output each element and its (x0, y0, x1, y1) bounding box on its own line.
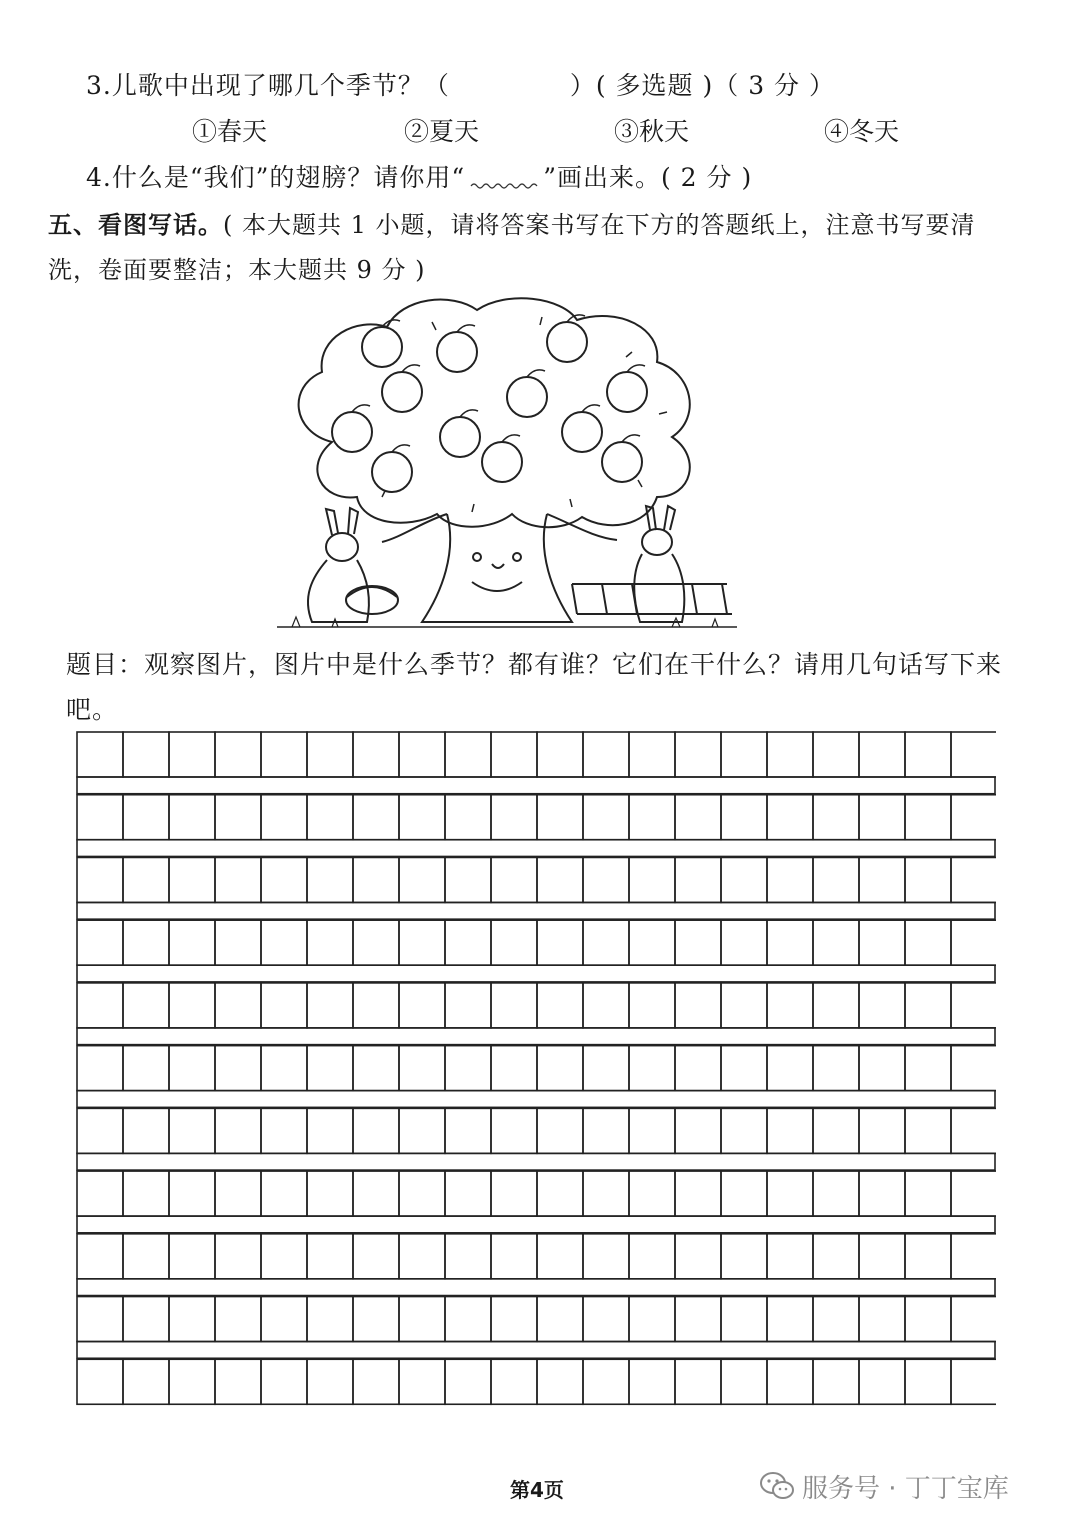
grid-cell[interactable] (583, 795, 629, 840)
grid-cell[interactable] (537, 1108, 583, 1153)
grid-cell[interactable] (583, 983, 629, 1028)
grid-row-separator (77, 965, 995, 982)
grid-cell[interactable] (675, 1108, 721, 1153)
grid-cell[interactable] (537, 732, 583, 777)
grid-cell[interactable] (261, 732, 307, 777)
grid-cell[interactable] (445, 1234, 491, 1279)
grid-cell[interactable] (307, 1359, 353, 1404)
grid-cell[interactable] (77, 857, 123, 902)
option-2[interactable]: ②夏天 (404, 117, 480, 146)
grid-cell[interactable] (675, 1297, 721, 1342)
grid-cell[interactable] (353, 1171, 399, 1216)
grid-cell[interactable] (169, 983, 215, 1028)
grid-cell[interactable] (583, 1297, 629, 1342)
grid-cell[interactable] (169, 1171, 215, 1216)
grid-cell[interactable] (169, 1359, 215, 1404)
grid-cell[interactable] (261, 1171, 307, 1216)
grid-cell[interactable] (951, 920, 996, 965)
grid-row-separator (77, 1342, 995, 1359)
grid-cell[interactable] (583, 857, 629, 902)
grid-cell[interactable] (813, 1108, 859, 1153)
grid-cell[interactable] (629, 1359, 675, 1404)
grid-cell[interactable] (905, 1046, 951, 1091)
grid-cell[interactable] (307, 857, 353, 902)
grid-cell[interactable] (77, 1359, 123, 1404)
grid-cell[interactable] (307, 1171, 353, 1216)
grid-cell[interactable] (307, 795, 353, 840)
grid-cell[interactable] (77, 732, 123, 777)
grid-cell[interactable] (491, 857, 537, 902)
grid-cell[interactable] (629, 983, 675, 1028)
writing-prompt-continued: 吧。 (66, 695, 119, 724)
grid-cell[interactable] (123, 1234, 169, 1279)
grid-cell[interactable] (629, 920, 675, 965)
question-3-suffix: ）( 多选题 )（ 3 分 ） (569, 71, 836, 100)
page-number: 第4页 (510, 1478, 564, 1502)
grid-cell[interactable] (583, 1108, 629, 1153)
grid-cell[interactable] (813, 732, 859, 777)
grid-cell[interactable] (813, 1359, 859, 1404)
section-5-heading: 五、看图写话。 (48, 211, 223, 239)
grid-cell[interactable] (445, 732, 491, 777)
grid-cell[interactable] (261, 795, 307, 840)
grid-cell[interactable] (445, 1046, 491, 1091)
grid-cell[interactable] (399, 732, 445, 777)
grid-cell[interactable] (905, 1359, 951, 1404)
grid-cell[interactable] (537, 1359, 583, 1404)
grid-cell[interactable] (399, 1234, 445, 1279)
writing-grid[interactable] (76, 731, 996, 1421)
grid-row-separator (77, 1216, 995, 1233)
grid-cell[interactable] (215, 795, 261, 840)
grid-cell[interactable] (123, 1108, 169, 1153)
grid-cell[interactable] (353, 983, 399, 1028)
grid-cell[interactable] (859, 857, 905, 902)
wavy-underline-icon (469, 172, 539, 192)
grid-row-separator (77, 1028, 995, 1045)
grid-cell[interactable] (629, 795, 675, 840)
watermark (760, 1466, 1009, 1506)
grid-cell[interactable] (77, 1234, 123, 1279)
wechat-icon (760, 1471, 794, 1501)
grid-cell[interactable] (491, 1297, 537, 1342)
grid-cell[interactable] (399, 920, 445, 965)
grid-cell[interactable] (399, 1046, 445, 1091)
grid-cell[interactable] (767, 732, 813, 777)
grid-cell[interactable] (445, 1359, 491, 1404)
grid-cell[interactable] (169, 1234, 215, 1279)
grid-cell[interactable] (169, 1297, 215, 1342)
grid-cell[interactable] (721, 732, 767, 777)
grid-cell[interactable] (445, 920, 491, 965)
grid-cell[interactable] (951, 857, 996, 902)
grid-cell[interactable] (215, 983, 261, 1028)
grid-cell[interactable] (583, 1234, 629, 1279)
grid-cell[interactable] (491, 983, 537, 1028)
grid-cell[interactable] (859, 1234, 905, 1279)
grid-cell[interactable] (353, 857, 399, 902)
grid-cell[interactable] (721, 1108, 767, 1153)
grid-cell[interactable] (905, 983, 951, 1028)
grid-cell[interactable] (491, 1108, 537, 1153)
grid-cell[interactable] (905, 1171, 951, 1216)
grid-cell[interactable] (491, 795, 537, 840)
grid-cell[interactable] (215, 1046, 261, 1091)
question-3-options (0, 112, 1080, 148)
grid-cell[interactable] (905, 732, 951, 777)
grid-cell[interactable] (353, 1108, 399, 1153)
grid-cell[interactable] (537, 983, 583, 1028)
option-3[interactable]: ③秋天 (614, 117, 690, 146)
grid-cell[interactable] (859, 1297, 905, 1342)
grid-cell[interactable] (123, 1297, 169, 1342)
grid-cell[interactable] (583, 732, 629, 777)
grid-cell[interactable] (675, 920, 721, 965)
section-5-header (48, 205, 976, 240)
grid-cell[interactable] (123, 795, 169, 840)
grid-cell[interactable] (859, 795, 905, 840)
grid-cell[interactable] (721, 1046, 767, 1091)
grid-cell[interactable] (859, 1359, 905, 1404)
grid-cell[interactable] (905, 1234, 951, 1279)
grid-cell[interactable] (675, 857, 721, 902)
grid-cell[interactable] (261, 983, 307, 1028)
grid-row[interactable] (77, 1297, 996, 1359)
grid-row-separator (77, 1279, 995, 1296)
apple-tree-illustration (272, 292, 742, 640)
grid-cell[interactable] (353, 1234, 399, 1279)
grid-cell[interactable] (537, 920, 583, 965)
grid-cell[interactable] (491, 1171, 537, 1216)
grid-cell[interactable] (813, 983, 859, 1028)
grid-row[interactable] (77, 1171, 996, 1233)
grid-cell[interactable] (261, 1359, 307, 1404)
grid-cell[interactable] (261, 1297, 307, 1342)
grid-cell[interactable] (859, 983, 905, 1028)
grid-cell[interactable] (77, 920, 123, 965)
grid-cell[interactable] (445, 795, 491, 840)
grid-cell[interactable] (629, 1171, 675, 1216)
grid-cell[interactable] (399, 1297, 445, 1342)
grid-cell[interactable] (767, 1297, 813, 1342)
grid-cell[interactable] (123, 983, 169, 1028)
grid-cell[interactable] (675, 795, 721, 840)
grid-cell[interactable] (215, 920, 261, 965)
grid-cell[interactable] (215, 1171, 261, 1216)
grid-cell[interactable] (675, 1171, 721, 1216)
grid-cell[interactable] (215, 1359, 261, 1404)
grid-cell[interactable] (77, 983, 123, 1028)
grid-cell[interactable] (261, 1108, 307, 1153)
grid-cell[interactable] (537, 1046, 583, 1091)
grid-cell[interactable] (767, 920, 813, 965)
grid-cell[interactable] (767, 983, 813, 1028)
grid-cell[interactable] (629, 732, 675, 777)
grid-cell[interactable] (583, 1046, 629, 1091)
grid-cell[interactable] (77, 1297, 123, 1342)
grid-cell[interactable] (123, 920, 169, 965)
grid-cell[interactable] (951, 732, 996, 777)
grid-cell[interactable] (123, 1359, 169, 1404)
grid-cell[interactable] (169, 857, 215, 902)
grid-cell[interactable] (353, 1046, 399, 1091)
grid-row-separator (77, 1153, 995, 1170)
grid-cell[interactable] (905, 1297, 951, 1342)
grid-cell[interactable] (123, 1046, 169, 1091)
grid-cell[interactable] (951, 1234, 996, 1279)
grid-cell[interactable] (353, 732, 399, 777)
grid-cell[interactable] (813, 1171, 859, 1216)
grid-cell[interactable] (215, 1108, 261, 1153)
grid-cell[interactable] (399, 857, 445, 902)
grid-cell[interactable] (77, 1171, 123, 1216)
grid-row[interactable] (77, 1234, 996, 1296)
grid-cell[interactable] (307, 983, 353, 1028)
grid-row[interactable] (77, 1108, 996, 1170)
grid-cell[interactable] (675, 1359, 721, 1404)
grid-cell[interactable] (859, 732, 905, 777)
grid-cell[interactable] (169, 795, 215, 840)
grid-cell[interactable] (583, 920, 629, 965)
grid-cell[interactable] (813, 1046, 859, 1091)
grid-cell[interactable] (951, 983, 996, 1028)
grid-cell[interactable] (905, 795, 951, 840)
grid-cell[interactable] (583, 1171, 629, 1216)
question-3-text: 3.儿歌中出现了哪几个季节？（ (86, 71, 450, 100)
grid-cell[interactable] (859, 1108, 905, 1153)
writing-prompt: 题目：观察图片，图片中是什么季节？都有谁？它们在干什么？请用几句话写下来 (66, 650, 1003, 679)
grid-cell[interactable] (353, 795, 399, 840)
grid-cell[interactable] (215, 732, 261, 777)
grid-cell[interactable] (445, 857, 491, 902)
grid-cell[interactable] (77, 795, 123, 840)
grid-cell[interactable] (123, 732, 169, 777)
grid-cell[interactable] (445, 1171, 491, 1216)
grid-cell[interactable] (123, 857, 169, 902)
grid-cell[interactable] (491, 1046, 537, 1091)
grid-cell[interactable] (215, 857, 261, 902)
question-4-suffix: ”画出来。( 2 分 ) (543, 163, 753, 192)
grid-cell[interactable] (583, 1359, 629, 1404)
grid-cell[interactable] (767, 1359, 813, 1404)
grid-row-separator (77, 902, 995, 919)
grid-row[interactable] (77, 1046, 996, 1108)
grid-cell[interactable] (307, 920, 353, 965)
grid-cell[interactable] (767, 1108, 813, 1153)
grid-cell[interactable] (629, 1046, 675, 1091)
grid-cell[interactable] (951, 1297, 996, 1342)
grid-cell[interactable] (307, 1108, 353, 1153)
grid-cell[interactable] (675, 983, 721, 1028)
grid-row[interactable] (77, 983, 996, 1045)
grid-cell[interactable] (905, 857, 951, 902)
question-4-text: 4.什么是“我们”的翅膀？请你用“ (86, 163, 466, 192)
grid-cell[interactable] (307, 732, 353, 777)
grid-cell[interactable] (629, 1108, 675, 1153)
grid-cell[interactable] (491, 920, 537, 965)
grid-row[interactable] (77, 857, 996, 919)
grid-cell[interactable] (721, 857, 767, 902)
option-1[interactable]: ①春天 (192, 117, 268, 146)
grid-cell[interactable] (813, 920, 859, 965)
grid-cell[interactable] (813, 1234, 859, 1279)
grid-cell[interactable] (307, 1046, 353, 1091)
grid-cell[interactable] (537, 1297, 583, 1342)
grid-cell[interactable] (399, 795, 445, 840)
grid-cell[interactable] (169, 920, 215, 965)
grid-cell[interactable] (169, 1108, 215, 1153)
grid-cell[interactable] (169, 1046, 215, 1091)
grid-cell[interactable] (399, 983, 445, 1028)
grid-row[interactable] (77, 920, 996, 982)
grid-cell[interactable] (951, 1171, 996, 1216)
grid-row[interactable] (77, 795, 996, 857)
grid-cell[interactable] (629, 857, 675, 902)
grid-cell[interactable] (169, 732, 215, 777)
grid-cell[interactable] (215, 1297, 261, 1342)
grid-cell[interactable] (721, 920, 767, 965)
grid-cell[interactable] (445, 983, 491, 1028)
grid-cell[interactable] (767, 1171, 813, 1216)
grid-cell[interactable] (445, 1297, 491, 1342)
grid-cell[interactable] (537, 795, 583, 840)
question-4 (86, 158, 752, 194)
grid-cell[interactable] (721, 1297, 767, 1342)
grid-cell[interactable] (537, 1234, 583, 1279)
grid-cell[interactable] (721, 1234, 767, 1279)
grid-cell[interactable] (261, 920, 307, 965)
grid-cell[interactable] (307, 1234, 353, 1279)
grid-cell[interactable] (77, 1108, 123, 1153)
grid-cell[interactable] (261, 857, 307, 902)
question-3 (86, 66, 835, 102)
grid-cell[interactable] (951, 795, 996, 840)
grid-cell[interactable] (767, 795, 813, 840)
grid-cell[interactable] (813, 1297, 859, 1342)
grid-cell[interactable] (675, 1234, 721, 1279)
grid-cell[interactable] (307, 1297, 353, 1342)
grid-cell[interactable] (353, 1359, 399, 1404)
grid-cell[interactable] (951, 1046, 996, 1091)
grid-cell[interactable] (215, 1234, 261, 1279)
grid-cell[interactable] (813, 795, 859, 840)
grid-cell[interactable] (859, 920, 905, 965)
grid-cell[interactable] (353, 920, 399, 965)
grid-cell[interactable] (721, 983, 767, 1028)
grid-row-separator (77, 1091, 995, 1108)
grid-row[interactable] (77, 732, 996, 794)
grid-cell[interactable] (675, 732, 721, 777)
grid-cell[interactable] (491, 1359, 537, 1404)
grid-cell[interactable] (629, 1297, 675, 1342)
grid-cell[interactable] (399, 1171, 445, 1216)
grid-cell[interactable] (813, 857, 859, 902)
grid-cell[interactable] (675, 1046, 721, 1091)
grid-cell[interactable] (399, 1108, 445, 1153)
grid-cell[interactable] (491, 732, 537, 777)
watermark-text: 服务号 · 丁丁宝库 (802, 1473, 1009, 1504)
grid-cell[interactable] (767, 1046, 813, 1091)
grid-cell[interactable] (859, 1046, 905, 1091)
grid-cell[interactable] (123, 1171, 169, 1216)
grid-cell[interactable] (537, 857, 583, 902)
grid-cell[interactable] (951, 1108, 996, 1153)
grid-cell[interactable] (629, 1234, 675, 1279)
option-4[interactable]: ④冬天 (824, 117, 900, 146)
grid-cell[interactable] (491, 1234, 537, 1279)
grid-cell[interactable] (951, 1359, 996, 1404)
grid-cell[interactable] (353, 1297, 399, 1342)
grid-cell[interactable] (767, 1234, 813, 1279)
grid-cell[interactable] (721, 795, 767, 840)
grid-cell[interactable] (859, 1171, 905, 1216)
section-5-instruction-2: 洗，卷面要整洁；本大题共 9 分 ) (48, 256, 426, 284)
grid-cell[interactable] (721, 1359, 767, 1404)
grid-cell[interactable] (261, 1046, 307, 1091)
grid-cell[interactable] (261, 1234, 307, 1279)
grid-cell[interactable] (77, 1046, 123, 1091)
section-5-instruction-1: ( 本大题共 1 小题，请将答案书写在下方的答题纸上，注意书写要清 (223, 211, 976, 239)
grid-row-separator (77, 840, 995, 857)
grid-cell[interactable] (905, 1108, 951, 1153)
grid-cell[interactable] (767, 857, 813, 902)
grid-cell[interactable] (721, 1171, 767, 1216)
grid-row-separator (77, 777, 995, 794)
grid-cell[interactable] (445, 1108, 491, 1153)
grid-cell[interactable] (905, 920, 951, 965)
grid-cell[interactable] (537, 1171, 583, 1216)
grid-cell[interactable] (399, 1359, 445, 1404)
grid-row[interactable] (77, 1359, 996, 1404)
